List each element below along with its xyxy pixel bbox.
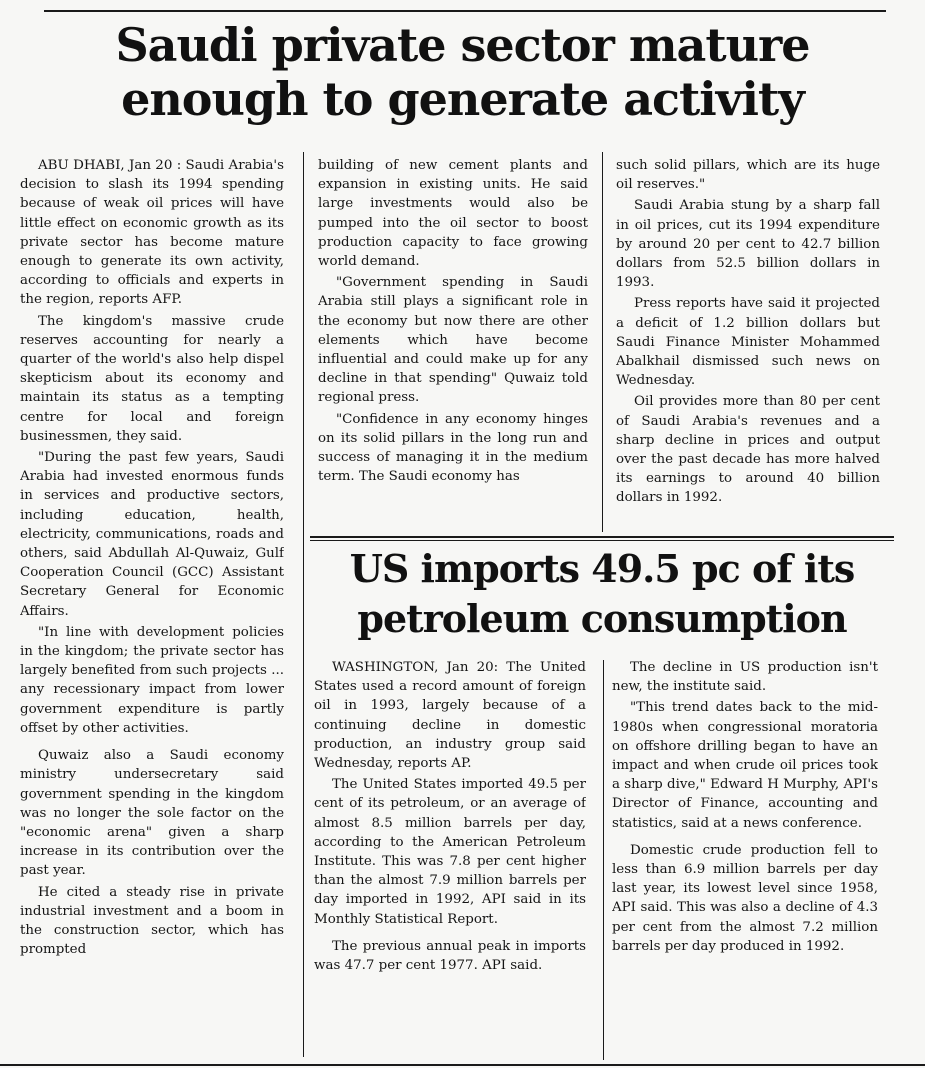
- article1-c2-p3: "Confidence in any economy hinges on its solid pillars in the long run and success of managing it in the medium term. The Saudi economy has: [318, 411, 588, 485]
- article1-column-2: [318, 156, 588, 532]
- article1-c3-p3: Press reports have said it projected a deficit of 1.2 billion dollars but Saudi Finance Minister Mohammed Abalkhail dismissed such news on Wednesday.: [616, 296, 880, 389]
- article2-c2-p2: "This trend dates back to the mid-1980s when congressional moratoria on offshore drilling began to have an impact and when crude oil prices took a sharp dive," Edward H Murphy, API's Director of Finance, accounting and statistics, said at a news conference.: [612, 700, 878, 831]
- article1-column-1: [20, 156, 284, 1058]
- article2-column-1: [314, 658, 586, 1060]
- article1-c1-p6: He cited a steady rise in private industrial investment and a boom in the construction sector, which has prompted: [20, 884, 284, 958]
- article2-headline-line-1: US imports 49.5 pc of its: [349, 546, 855, 591]
- article1-c1-p4: "In line with development policies in the kingdom; the private sector has largely benefited from such projects ... any recessionary impact from lower government expenditure is partly offset by other activities.: [20, 624, 284, 736]
- article1-column-3: [616, 156, 880, 532]
- article1-c3-p2: Saudi Arabia stung by a sharp fall in oil prices, cut its 1994 expenditure by around 20 per cent to 42.7 billion dollars from 52.5 billion dollars in 1993.: [616, 198, 880, 291]
- article1-c3-p1: such solid pillars, which are its huge oil reserves.": [616, 158, 880, 193]
- article1-headline-line-2: enough to generate activity: [121, 72, 804, 126]
- article2-c1-p3: The previous annual peak in imports was 47.7 per cent 1977. API said.: [314, 938, 586, 974]
- column-rule-3: [603, 660, 604, 1060]
- article1-c1-p5: Quwaiz also a Saudi economy ministry undersecretary said government spending in the kingdom was no longer the sole factor on the "economic arena" given a sharp increase in its contribution over the past year.: [20, 748, 284, 879]
- article1-headline-line-1: Saudi private sector mature: [115, 18, 810, 72]
- article2-c1-p1: WASHINGTON, Jan 20: The United States used a record amount of foreign oil in 1993, largely because of a continuing decline in domestic production, an industry group said Wednesday, reports AP.: [314, 660, 586, 772]
- article2-headline: [312, 544, 892, 644]
- article2-c2-p3: Domestic crude production fell to less than 6.9 million barrels per day last year, its lowest level since 1958, API said. This was also a decline of 4.3 per cent from the almost 7.2 million barrels per day produced in 1992.: [612, 842, 878, 954]
- article2-column-2: [612, 658, 878, 1060]
- article1-c2-p2: "Government spending in Saudi Arabia still plays a significant role in the economy but now there are other elements which have become influential and could make up for any decline in that spending" Quwaiz told regional press.: [318, 275, 588, 406]
- article1-c2-p1: building of new cement plants and expansion in existing units. He said large investments would also be pumped into the oil sector to boost production capacity to face growing world demand.: [318, 158, 588, 270]
- bottom-rule: [0, 1064, 925, 1066]
- column-rule-1: [303, 152, 304, 1057]
- article1-c3-p4: Oil provides more than 80 per cent of Saudi Arabia's revenues and a sharp decline in prices and output over the past decade has more halved its earnings to around 40 billion dollars in 1992.: [616, 394, 880, 506]
- box-rule-inner: [310, 540, 894, 541]
- article1-c1-p3: "During the past few years, Saudi Arabia had invested enormous funds in services and productive sectors, including education, health, electricity, communications, roads and others, said Abdullah Al-Quwaiz, Gulf Cooperation Council (GCC) Assistant Secretary General for Economic Affairs.: [20, 450, 284, 619]
- article1-c1-p1: ABU DHABI, Jan 20 : Saudi Arabia's decision to slash its 1994 spending because of weak oil prices will have little effect on economic growth as its private sector has become mature enough to generate its own activity, according to officials and experts in the region, reports AFP.: [20, 158, 284, 308]
- article2-headline-line-2: petroleum consumption: [357, 596, 847, 641]
- box-rule-top: [310, 536, 894, 538]
- article1-c1-p2: The kingdom's massive crude reserves accounting for nearly a quarter of the world's also help dispel skepticism about its economy and maintain its status as a tempting centre for local and foreign businessmen, they said.: [20, 313, 284, 444]
- article2-c2-p1: The decline in US production isn't new, the institute said.: [612, 660, 878, 695]
- article2-c1-p2: The United States imported 49.5 per cent of its petroleum, or an average of almost 8.5 million barrels per day, according to the American Petroleum Institute. This was 7.8 per cent higher than the almost 7.9 million barrels per day imported in 1992, API said in its Monthly Statistical Report.: [314, 777, 586, 927]
- top-rule: [44, 10, 886, 12]
- article1-headline: [20, 18, 905, 126]
- column-rule-2: [602, 152, 603, 532]
